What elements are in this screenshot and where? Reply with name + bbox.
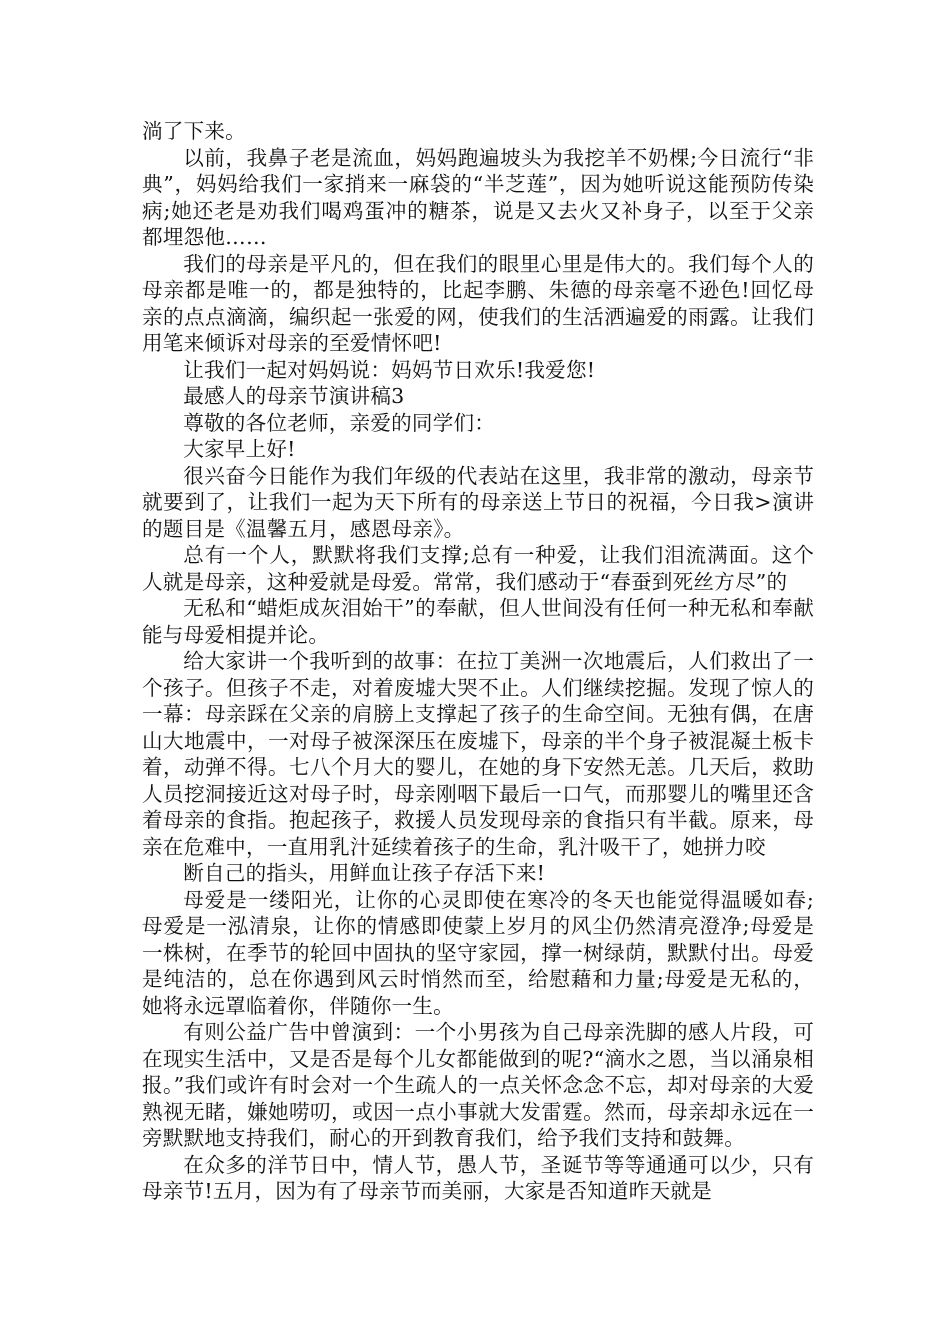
document-page bbox=[142, 118, 814, 1205]
paragraph-9: 总有一个人，默默将我们支撑;总有一种爱，让我们泪流满面。这个人就是母亲，这种爱就是母爱。常常，我们感动于“春蚕到死丝方尽”的 bbox=[142, 543, 814, 594]
paragraph-2: 以前，我鼻子老是流血，妈妈跑遍坡头为我挖羊不奶棵;今日流行“非典”，妈妈给我们一家捎来一麻袋的“半芝莲”，因为她听说这能预防传染病;她还老是劝我们喝鸡蛋冲的糖茶，说是又去火又补身子，以至于父亲都埋怨他…… bbox=[142, 145, 814, 249]
paragraph-4: 让我们一起对妈妈说：妈妈节日欢乐!我爱您! bbox=[183, 357, 596, 382]
paragraph-13: 母爱是一缕阳光，让你的心灵即使在寒冷的冬天也能觉得温暖如春;母爱是一泓清泉，让你的情感即使蒙上岁月的风尘仍然清亮澄净;母爱是一株树，在季节的轮回中固执的坚守家园，撑一树绿荫，默默付出。母爱是纯洁的，总在你遇到风云时悄然而至，给慰藉和力量;母爱是无私的，她将永远罩临着你，伴随你一生。 bbox=[142, 887, 814, 1018]
greeting: 大家早上好! bbox=[183, 437, 296, 461]
paragraph-14: 有则公益广告中曾演到：一个小男孩为自己母亲洗脚的感人片段，可在现实生活中，又是否是每个儿女都能做到的呢?“滴水之恩，当以涌泉相报。”我们或许有时会对一个生疏人的一点关怀念念不忘，却对母亲的大爱熟视无睹，嫌她唠叨，或因一点小事就大发雷霆。然而，母亲却永远在一旁默默地支持我们，耐心的开到教育我们，给予我们支持和鼓舞。 bbox=[142, 1020, 814, 1150]
paragraph-3: 我们的母亲是平凡的，但在我们的眼里心里是伟大的。我们每个人的母亲都是唯一的，都是独特的，比起李鹏、朱德的母亲毫不逊色!回忆母亲的点点滴滴，编织起一张爱的网，使我们的生活洒遍爱的雨露。让我们用笔来倾诉对母亲的至爱情怀吧! bbox=[142, 251, 814, 355]
salutation: 尊敬的各位老师，亲爱的同学们： bbox=[183, 410, 496, 435]
paragraph-11: 给大家讲一个我听到的故事：在拉丁美洲一次地震后，人们救出了一个孩子。但孩子不走，对着废墟大哭不止。人们继续挖掘。发现了惊人的一幕：母亲踩在父亲的肩膀上支撑起了孩子的生命空间。无独有偶，在唐山大地震中，一对母子被深深压在废墟下，母亲的半个身子被混凝土板卡着，动弹不得。七八个月大的婴儿，在她的身下安然无恙。几天后，救助人员挖洞接近这对母子时，母亲刚咽下最后一口气，而那婴儿的嘴里还含着母亲的食指。抱起孩子，救援人员发现母亲的食指只有半截。原来，母亲在危难中，一直用乳汁延续着孩子的生命，乳汁吸干了，她拼力咬 bbox=[142, 649, 814, 859]
paragraph-1: 淌了下来。 bbox=[142, 119, 246, 143]
paragraph-8: 很兴奋今日能作为我们年级的代表站在这里，我非常的激动，母亲节就要到了，让我们一起为天下所有的母亲送上节日的祝福，今日我>演讲的题目是《温馨五月，感恩母亲》。 bbox=[142, 463, 814, 541]
section-heading: 最感人的母亲节演讲稿3 bbox=[183, 384, 405, 408]
paragraph-12: 断自己的指头，用鲜血让孩子存活下来! bbox=[183, 861, 546, 885]
paragraph-15: 在众多的洋节日中，情人节，愚人节，圣诞节等等通通可以少，只有母亲节!五月，因为有了母亲节而美丽，大家是否知道昨天就是 bbox=[142, 1152, 814, 1203]
paragraph-10: 无私和“蜡炬成灰泪始干”的奉献，但人世间没有任何一种无私和奉献能与母爱相提并论。 bbox=[142, 596, 814, 647]
